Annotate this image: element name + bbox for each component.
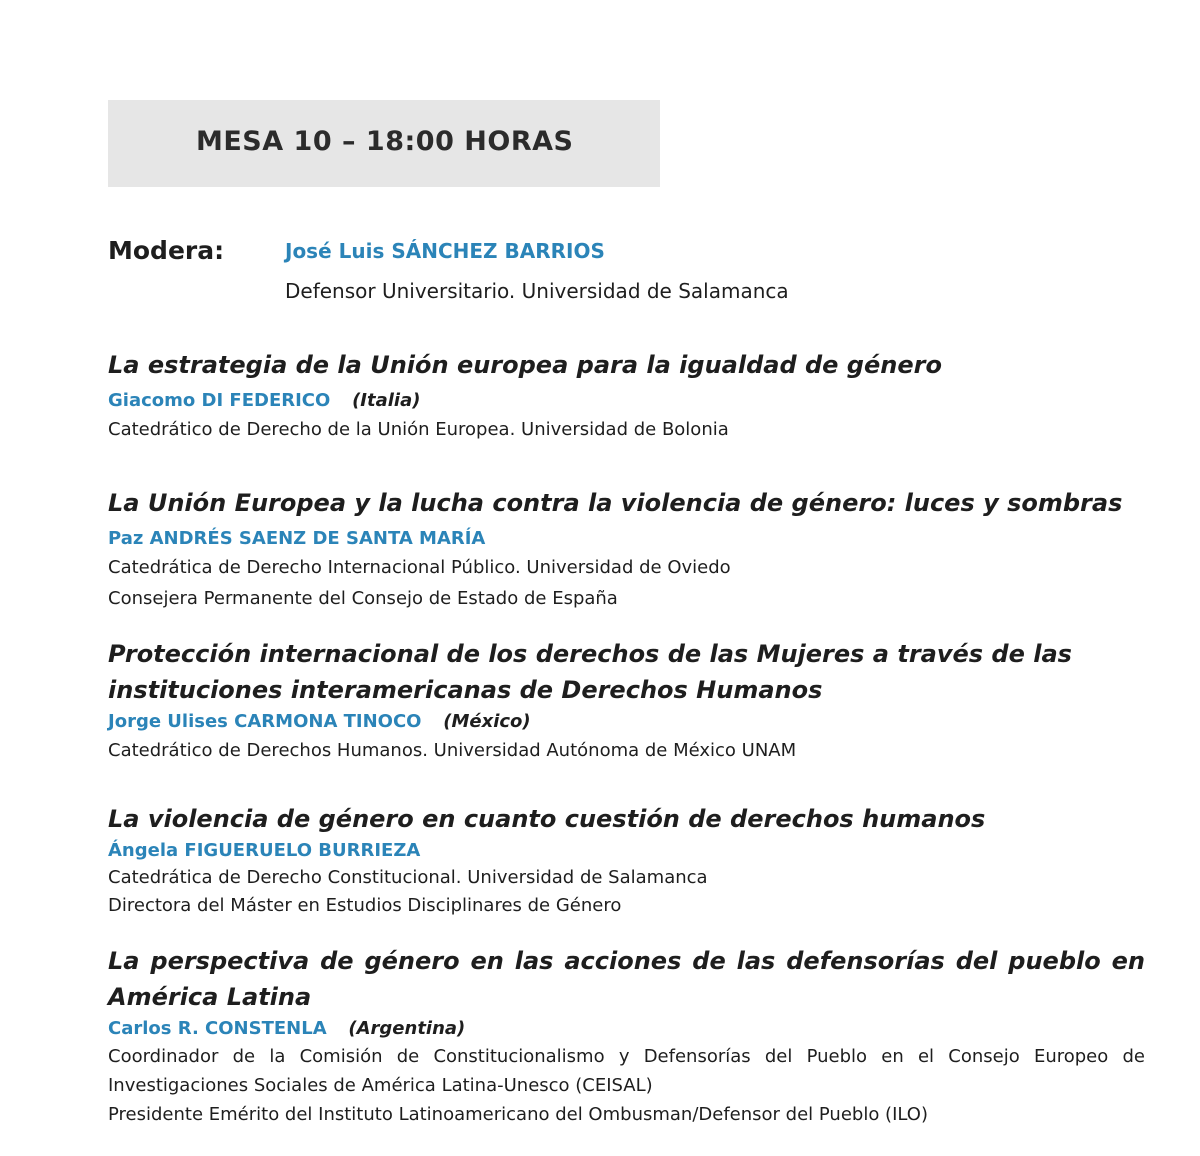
talk-title: La Unión Europea y la lucha contra la violencia de género: luces y sombras [108, 489, 1123, 517]
speaker-line [108, 837, 1145, 864]
speaker-name: Paz ANDRÉS SAENZ DE SANTA MARÍA [108, 528, 486, 549]
talk-item [108, 636, 1145, 766]
speaker-affiliation: Presidente Emérito del Instituto Latinoamericano del Ombusman/Defensor del Pueblo (ILO) [108, 1104, 928, 1125]
speaker-affiliation: Catedrática de Derecho Constitucional. Universidad de Salamanca [108, 867, 708, 888]
speaker-line [108, 387, 1145, 414]
speaker-affiliation: Directora del Máster en Estudios Disciplinares de Género [108, 895, 622, 916]
speaker-affiliation: Catedrático de Derecho de la Unión Europea. Universidad de Bolonia [108, 419, 729, 440]
speaker-name: Carlos R. CONSTENLA [108, 1018, 327, 1039]
talk-title: La estrategia de la Unión europea para la igualdad de género [108, 351, 942, 379]
speaker-name: Giacomo DI FEDERICO [108, 390, 331, 411]
speaker-name: Jorge Ulises CARMONA TINOCO [108, 711, 422, 732]
talk-title: La perspectiva de género en las acciones de las defensorías del pueblo en América Latina [108, 947, 1145, 1011]
session-header [108, 100, 660, 187]
speaker-affiliation: Consejera Permanente del Consejo de Estado de España [108, 588, 618, 609]
moderator-name: José Luis SÁNCHEZ BARRIOS [285, 239, 605, 263]
speaker-affiliation: Coordinador de la Comisión de Constitucionalismo y Defensorías del Pueblo en el Consejo Europeo de Investigaciones Sociales de América Latina-Unesco (CEISAL) [108, 1046, 1145, 1096]
speaker-name: Ángela FIGUERUELO BURRIEZA [108, 840, 421, 861]
talk-title: Protección internacional de los derechos de las Mujeres a través de las instituciones interamericanas de Derechos Humanos [108, 640, 1072, 704]
speaker-line [108, 708, 1145, 735]
talk-item [108, 801, 1145, 920]
speaker-line [108, 525, 1145, 552]
speaker-line [108, 1015, 1145, 1042]
session-title: MESA 10 – 18:00 HORAS [196, 126, 574, 157]
moderator-role: Defensor Universitario. Universidad de Salamanca [285, 279, 789, 303]
speaker-country: (Argentina) [348, 1018, 466, 1039]
talk-item [108, 347, 1145, 445]
moderator-label: Modera: [108, 236, 225, 265]
talk-item [108, 943, 1145, 1129]
talk-title: La violencia de género en cuanto cuestión de derechos humanos [108, 805, 986, 833]
speaker-country: (México) [443, 711, 531, 732]
speaker-affiliation: Catedrática de Derecho Internacional Público. Universidad de Oviedo [108, 557, 731, 578]
talk-item [108, 485, 1145, 614]
speaker-affiliation: Catedrático de Derechos Humanos. Universidad Autónoma de México UNAM [108, 740, 797, 761]
speaker-country: (Italia) [352, 390, 421, 411]
